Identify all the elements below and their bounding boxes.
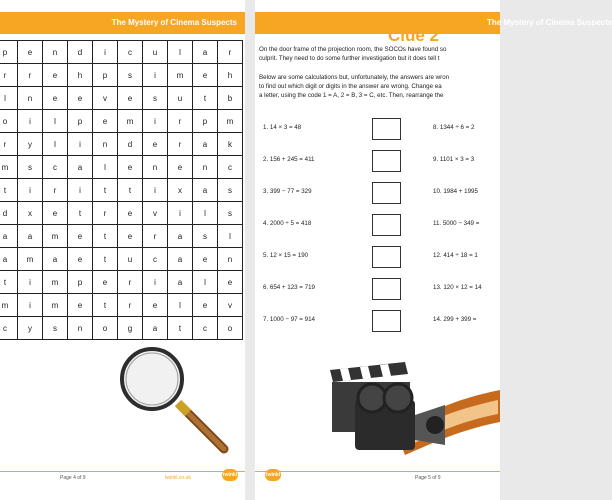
grid-cell: m — [43, 271, 68, 294]
instructions-line-1: Below are some calculations but, unfortunately, the answers are wron — [259, 74, 450, 81]
answer-box[interactable] — [372, 118, 401, 140]
grid-cell: l — [218, 225, 243, 248]
grid-cell: e — [193, 248, 218, 271]
grid-cell: l — [193, 202, 218, 225]
grid-cell: k — [218, 133, 243, 156]
grid-cell: o — [93, 317, 118, 340]
grid-cell: n — [93, 133, 118, 156]
grid-row — [0, 271, 243, 294]
grid-cell: e — [168, 156, 193, 179]
right-footer — [255, 471, 500, 486]
answer-box[interactable] — [372, 310, 401, 332]
grid-cell: i — [93, 41, 118, 64]
grid-cell: v — [143, 202, 168, 225]
grid-cell: y — [18, 317, 43, 340]
grid-cell: t — [0, 271, 18, 294]
grid-cell: e — [43, 202, 68, 225]
grid-cell: i — [143, 64, 168, 87]
grid-cell: r — [0, 64, 18, 87]
grid-cell: t — [0, 179, 18, 202]
grid-cell: m — [43, 225, 68, 248]
grid-cell: a — [168, 271, 193, 294]
word-search-grid — [0, 40, 243, 340]
left-header-title: The Mystery of Cinema Suspects — [111, 18, 237, 27]
grid-cell: e — [118, 87, 143, 110]
grid-cell: n — [143, 156, 168, 179]
grid-cell: l — [43, 133, 68, 156]
grid-cell: a — [168, 225, 193, 248]
grid-cell: u — [168, 87, 193, 110]
grid-row — [0, 202, 243, 225]
answer-box[interactable] — [372, 182, 401, 204]
grid-cell: i — [143, 179, 168, 202]
grid-cell: a — [43, 248, 68, 271]
grid-cell: t — [93, 225, 118, 248]
grid-cell: v — [93, 87, 118, 110]
grid-cell: m — [0, 294, 18, 317]
grid-cell: m — [0, 156, 18, 179]
grid-cell: i — [18, 110, 43, 133]
left-footer — [0, 471, 245, 486]
grid-cell: l — [168, 41, 193, 64]
grid-cell: s — [193, 225, 218, 248]
question-text: 8. 1344 ÷ 6 = 2 — [433, 124, 475, 131]
grid-cell: o — [218, 317, 243, 340]
grid-cell: i — [68, 133, 93, 156]
camera-body — [355, 384, 445, 450]
grid-cell: e — [193, 294, 218, 317]
grid-cell: c — [143, 248, 168, 271]
grid-cell: r — [43, 179, 68, 202]
grid-cell: n — [218, 248, 243, 271]
grid-cell: t — [193, 87, 218, 110]
grid-cell: h — [68, 64, 93, 87]
grid-cell: a — [0, 248, 18, 271]
grid-cell: s — [18, 156, 43, 179]
grid-cell: a — [68, 156, 93, 179]
grid-cell: h — [218, 64, 243, 87]
grid-cell: p — [68, 271, 93, 294]
grid-cell: r — [118, 294, 143, 317]
grid-cell: x — [168, 179, 193, 202]
question-text: 13. 120 × 12 = 14 — [433, 284, 482, 291]
grid-cell: i — [18, 271, 43, 294]
grid-row — [0, 156, 243, 179]
grid-cell: e — [93, 110, 118, 133]
grid-cell: b — [218, 87, 243, 110]
left-header-bar — [0, 12, 245, 34]
answer-box[interactable] — [372, 246, 401, 268]
left-footer-brand: twinkl.co.uk — [165, 475, 191, 481]
question-text: 11. 5000 − 349 = — [433, 220, 480, 227]
grid-cell: i — [68, 179, 93, 202]
grid-cell: i — [143, 110, 168, 133]
grid-row — [0, 64, 243, 87]
grid-cell: l — [193, 271, 218, 294]
grid-cell: r — [143, 225, 168, 248]
grid-cell: e — [43, 87, 68, 110]
grid-cell: e — [18, 41, 43, 64]
right-header-title: The Mystery of Cinema Suspects — [487, 18, 612, 27]
answer-box[interactable] — [372, 214, 401, 236]
intro-line-2: culprit. They need to do some further investigation but it does tell t — [259, 55, 440, 62]
right-twinkl-logo: twinkl — [265, 469, 281, 481]
grid-cell: a — [0, 225, 18, 248]
grid-cell: n — [43, 41, 68, 64]
grid-cell: c — [118, 41, 143, 64]
question-text: 5. 12 × 15 = 190 — [263, 252, 309, 259]
grid-cell: r — [168, 133, 193, 156]
question-text: 12. 414 ÷ 18 = 1 — [433, 252, 478, 259]
magnifying-glass-icon — [112, 345, 237, 455]
grid-cell: l — [43, 110, 68, 133]
grid-cell: r — [93, 202, 118, 225]
grid-row — [0, 110, 243, 133]
grid-cell: p — [68, 110, 93, 133]
grid-cell: l — [168, 294, 193, 317]
grid-cell: e — [68, 225, 93, 248]
question-text: 2. 156 + 245 = 411 — [263, 156, 315, 163]
right-header-bar — [255, 12, 612, 34]
grid-cell: e — [43, 64, 68, 87]
grid-cell: o — [0, 110, 18, 133]
grid-cell: r — [168, 110, 193, 133]
grid-cell: t — [93, 248, 118, 271]
grid-row — [0, 41, 243, 64]
grid-cell: r — [118, 271, 143, 294]
intro-line-1: On the door frame of the projection room, the SOCOs have found so — [259, 46, 447, 53]
magnifier-handle — [178, 403, 224, 449]
grid-cell: t — [168, 317, 193, 340]
grid-cell: s — [43, 317, 68, 340]
grid-cell: t — [93, 294, 118, 317]
grid-cell: a — [193, 179, 218, 202]
grid-cell: i — [18, 294, 43, 317]
grid-cell: m — [168, 64, 193, 87]
grid-cell: c — [218, 156, 243, 179]
grid-cell: v — [218, 294, 243, 317]
grid-row — [0, 248, 243, 271]
grid-cell: m — [18, 248, 43, 271]
answer-box[interactable] — [372, 150, 401, 172]
question-text: 1. 14 × 3 = 48 — [263, 124, 302, 131]
question-text: 6. 654 + 123 = 719 — [263, 284, 315, 291]
grid-cell: t — [93, 179, 118, 202]
grid-cell: a — [168, 248, 193, 271]
grid-row — [0, 225, 243, 248]
grid-cell: p — [0, 41, 18, 64]
film-camera-icon — [310, 360, 500, 460]
grid-row — [0, 179, 243, 202]
grid-cell: l — [93, 156, 118, 179]
grid-row — [0, 133, 243, 156]
grid-cell: e — [193, 64, 218, 87]
grid-cell: l — [0, 87, 18, 110]
grid-cell: n — [193, 156, 218, 179]
clue-title: Clue 2 — [388, 26, 440, 45]
grid-row — [0, 317, 243, 340]
question-text: 9. 1101 × 3 = 3 — [433, 156, 475, 163]
grid-cell: e — [218, 271, 243, 294]
grid-cell: r — [0, 133, 18, 156]
grid-cell: s — [118, 64, 143, 87]
grid-cell: a — [18, 225, 43, 248]
question-text: 14. 299 + 399 = — [433, 316, 477, 323]
grid-cell: e — [68, 248, 93, 271]
page-gutter — [245, 0, 255, 500]
grid-cell: p — [93, 64, 118, 87]
magnifier-lens — [122, 349, 182, 409]
grid-cell: i — [168, 202, 193, 225]
grid-cell: y — [18, 133, 43, 156]
grid-cell: s — [143, 87, 168, 110]
grid-cell: c — [193, 317, 218, 340]
grid-row — [0, 87, 243, 110]
answer-box[interactable] — [372, 278, 401, 300]
instructions-line-2: to find out which digit or digits in the answer are wrong. Change ea — [259, 83, 442, 90]
grid-cell: u — [143, 41, 168, 64]
grid-cell: m — [43, 294, 68, 317]
grid-cell: e — [118, 156, 143, 179]
grid-cell: n — [18, 87, 43, 110]
grid-cell: t — [118, 179, 143, 202]
question-text: 10. 1984 + 1995 — [433, 188, 478, 195]
grid-cell: c — [43, 156, 68, 179]
grid-cell: e — [68, 87, 93, 110]
grid-cell: n — [68, 317, 93, 340]
left-page-number: Page 4 of 9 — [60, 475, 86, 481]
grid-cell: i — [18, 179, 43, 202]
grid-cell: s — [218, 179, 243, 202]
grid-cell: e — [118, 225, 143, 248]
grid-cell: e — [143, 294, 168, 317]
left-page — [0, 0, 245, 500]
grid-cell: e — [118, 202, 143, 225]
question-text: 7. 1000 − 97 = 914 — [263, 316, 315, 323]
grid-cell: e — [143, 133, 168, 156]
grid-cell: a — [143, 317, 168, 340]
left-twinkl-logo: twinkl — [222, 469, 238, 481]
instructions-line-3: a letter, using the code 1 = A, 2 = B, 3 = C, etc. Then, rearrange the — [259, 92, 444, 99]
grid-cell: p — [193, 110, 218, 133]
grid-cell: e — [68, 294, 93, 317]
right-page — [255, 0, 612, 500]
grid-cell: d — [118, 133, 143, 156]
grid-cell: g — [118, 317, 143, 340]
grid-cell: t — [68, 202, 93, 225]
grid-cell: d — [0, 202, 18, 225]
question-text: 3. 399 − 77 = 329 — [263, 188, 312, 195]
grid-cell: c — [0, 317, 18, 340]
grid-cell: r — [18, 64, 43, 87]
grid-cell: i — [143, 271, 168, 294]
grid-row — [0, 294, 243, 317]
grid-cell: a — [193, 133, 218, 156]
grid-cell: e — [93, 271, 118, 294]
grid-cell: m — [118, 110, 143, 133]
grid-cell: d — [68, 41, 93, 64]
grid-cell: m — [218, 110, 243, 133]
grid-cell: x — [18, 202, 43, 225]
right-page-number: Page 5 of 9 — [415, 475, 441, 481]
grid-cell: a — [193, 41, 218, 64]
grid-cell: s — [218, 202, 243, 225]
question-text: 4. 2000 ÷ 5 = 418 — [263, 220, 312, 227]
grid-cell: r — [218, 41, 243, 64]
grid-cell: u — [118, 248, 143, 271]
